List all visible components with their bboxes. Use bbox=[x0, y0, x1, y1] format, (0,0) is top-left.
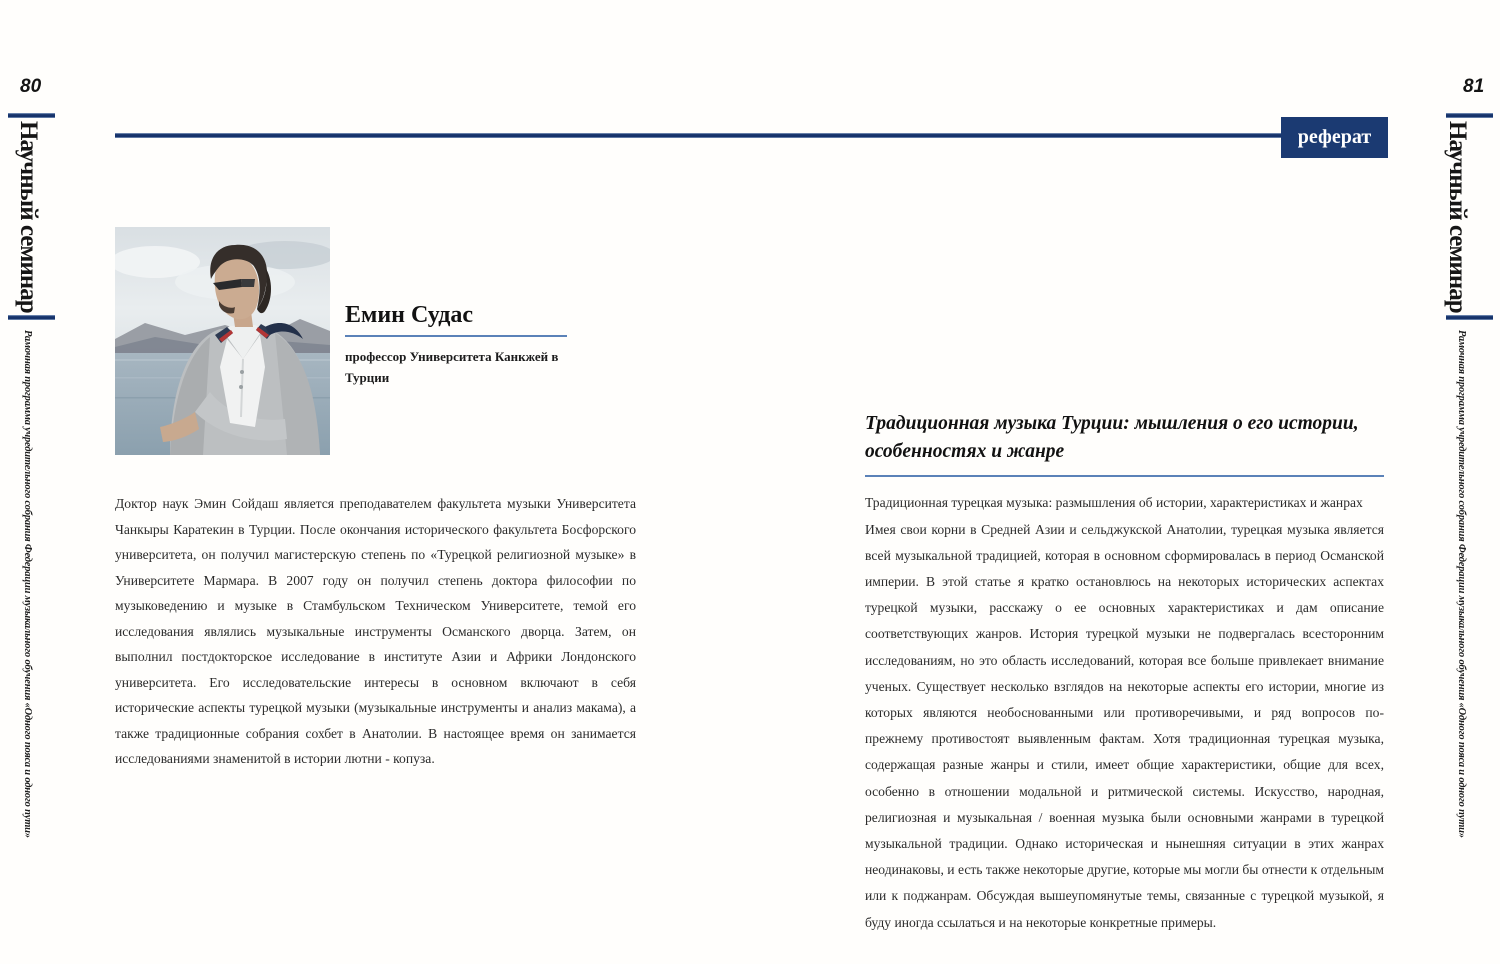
article-paragraph: Имея свои корни в Средней Азии и сельджукской Анатолии, турецкая музыка является всей музыкальной традицией, которая в основном сформировалась в период Османской империи. В этой статье я кратко остановлюсь на некоторых исторических аспектах турецкой музыки, расскажу о ее основных характеристиках и дам описание соответствующих жанров. История турецкой музыки не подвергалась всесторонним исследованиям, но это область исследований, которая все больше привлекает внимание ученых. Существует несколько взглядов на некоторые аспекты его истории, многие из которых являются необоснованными или противоречивыми, и ряд вопросов по-прежнему противостоят выявленным фактам. Хотя традиционная турецкая музыка, содержащая разные жанры и стили, имеет общие характеристики, общие для всех, особенно в отношении модальной и ритмической системы. Искусство, народная, религиозная и музыкальная / военная музыка были основными жанрами в турецкой музыкальной традиции. Однако историческая и нынешняя ситуации в этих жанрах неодинаковы, и есть также некоторые другие, которые мы могли бы отнести к отдельным или к поджанрам. Обсуждая вышеупомянутые темы, связанные с турецкой музыкой, я буду иногда ссылаться и на некоторые конкретные примеры. bbox=[865, 521, 1385, 930]
sidebar-rule-bottom-left bbox=[8, 315, 55, 320]
sidebar-subtitle-right: Рамочная программа учредительного собрания Федерации музыкального обучения «Одного пояса и одного пути» bbox=[1456, 330, 1467, 838]
speaker-bio bbox=[115, 491, 636, 772]
article-paragraph: Традиционная турецкая музыка: размышления об истории, характеристиках и жанрах bbox=[865, 495, 1363, 511]
section-badge: реферат bbox=[1281, 117, 1388, 158]
sidebar-rule-top-right bbox=[1446, 113, 1493, 118]
sidebar-subtitle-left: Рамочная программа учредительного собрания Федерации музыкального обучения «Одного пояса и одного пути» bbox=[22, 330, 33, 838]
sidebar-section-title-right: Научный семинар bbox=[1444, 121, 1471, 313]
sidebar-rule-top-left bbox=[8, 113, 55, 118]
speaker-bio-text: Доктор наук Эмин Сойдаш является преподавателем факультета музыки Университета Чанкыры Каратекин в Турции. После окончания исторического факультета Босфорского университета, он получил магистерскую степень по «Турецкой религиозной музыке» в Университете Мармара. В 2007 году он получил степень доктора философии по музыковедению и музыке в Стамбульском Техническом Университете, темой его исследования являлись музыкальные инструменты Османского дворца. Затем, он выполнил постдокторское исследование в институте Азии и Африки Лондонского университета. Его исследовательские интересы в основном включают в себя исторические аспекты турецкой музыки (музыкальные инструменты и анализ макама), а также традиционные собрания сохбет в Анатолии. В настоящее время он занимается исследованиями знаменитой в истории лютни - копуза. bbox=[115, 496, 636, 766]
portrait-photo bbox=[115, 227, 330, 455]
header-rule bbox=[115, 133, 1281, 138]
speaker-name: Емин Судас bbox=[345, 302, 474, 328]
article-body bbox=[865, 490, 1384, 935]
page-number-right: 81 bbox=[1463, 76, 1485, 97]
sidebar-section-title-left: Научный семинар bbox=[15, 121, 42, 313]
speaker-block bbox=[345, 302, 577, 388]
page-number-left: 80 bbox=[20, 76, 42, 97]
article-title: Традиционная музыка Турции: мышления о его истории, особенностях и жанре bbox=[865, 413, 1359, 462]
portrait-photo-illustration bbox=[115, 227, 330, 455]
sidebar-rule-bottom-right bbox=[1446, 315, 1493, 320]
article-title-underline bbox=[865, 475, 1384, 477]
speaker-role: профессор Университета Канкжей в Турции bbox=[345, 349, 559, 385]
speaker-name-underline bbox=[345, 335, 567, 337]
article-block bbox=[865, 410, 1384, 936]
